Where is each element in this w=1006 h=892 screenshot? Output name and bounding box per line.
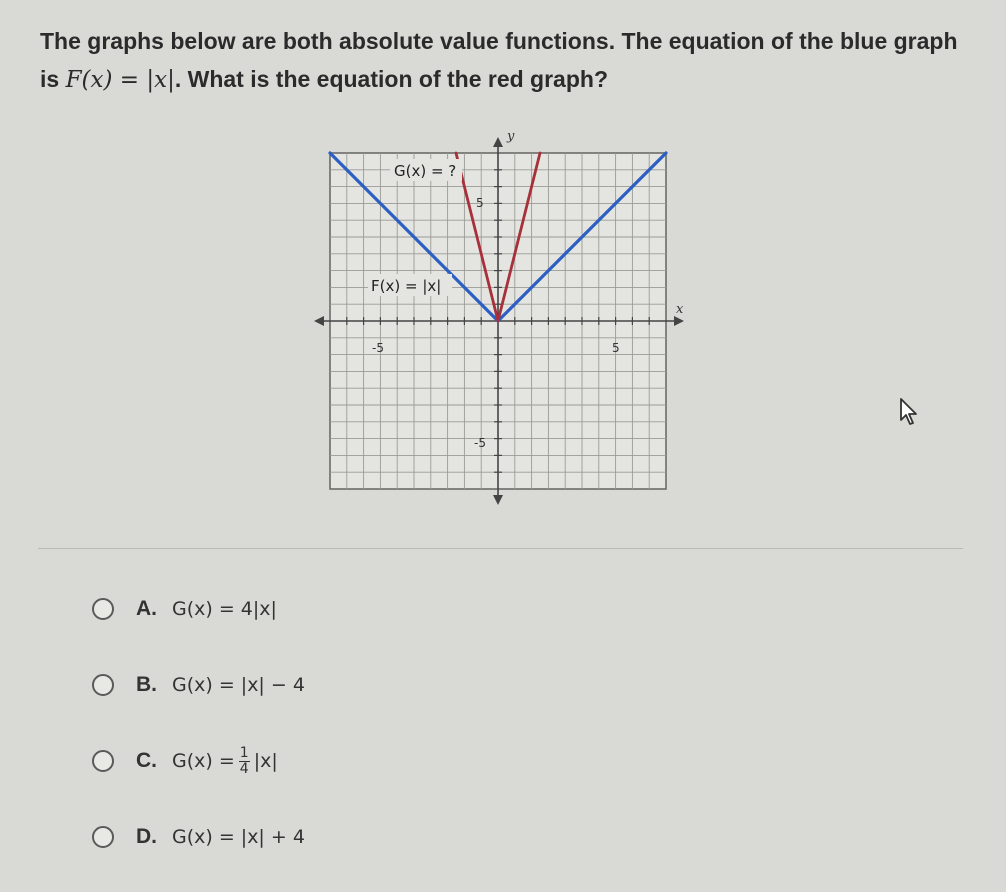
option-d-equation: G(x) = |x| + 4 [172,826,305,848]
option-c-letter: C. [136,749,157,772]
graph-svg [310,128,700,518]
y-axis-arrow-up [493,137,503,147]
tick-label-y-neg: -5 [474,436,486,450]
radio-b[interactable] [92,674,114,696]
tick-label-y-pos: 5 [476,196,484,210]
option-b[interactable] [92,664,305,706]
option-d-letter: D. [136,825,157,848]
question-text [40,22,980,99]
x-axis-arrow-left [314,316,324,326]
radio-d[interactable] [92,826,114,848]
option-c[interactable] [92,740,305,782]
y-axis-arrow-down [493,495,503,505]
option-b-equation: G(x) = |x| − 4 [172,674,305,696]
radio-c[interactable] [92,750,114,772]
blue-graph-label: F(x) = |x| [371,277,442,295]
divider [38,548,963,549]
answer-options [92,588,305,892]
red-graph-label: G(x) = ? [394,162,457,180]
option-c-denominator: 4 [239,760,249,777]
option-a[interactable] [92,588,305,630]
tick-label-x-pos: 5 [612,341,620,355]
option-d[interactable] [92,816,305,858]
option-c-rhs: |x| [253,750,278,772]
blue-equation: F(x) = |x| [65,67,175,93]
option-c-equation [172,746,278,777]
option-c-fraction [239,746,250,777]
x-axis-label: x [676,302,684,317]
mouse-cursor-icon [897,396,925,428]
question-part1: The graphs below are both absolute value functions. The equation of the blue graph is [40,28,958,92]
option-a-letter: A. [136,597,157,620]
option-b-letter: B. [136,673,157,696]
option-a-equation: G(x) = 4|x| [172,598,277,620]
option-c-lhs: G(x) = [172,750,235,772]
graph [310,128,700,518]
question-part2: . What is the equation of the red graph? [174,66,608,92]
tick-label-x-neg: -5 [372,341,384,355]
x-axis-arrow-right [674,316,684,326]
radio-a[interactable] [92,598,114,620]
y-axis-label: y [507,129,515,144]
option-c-numerator: 1 [239,744,249,761]
